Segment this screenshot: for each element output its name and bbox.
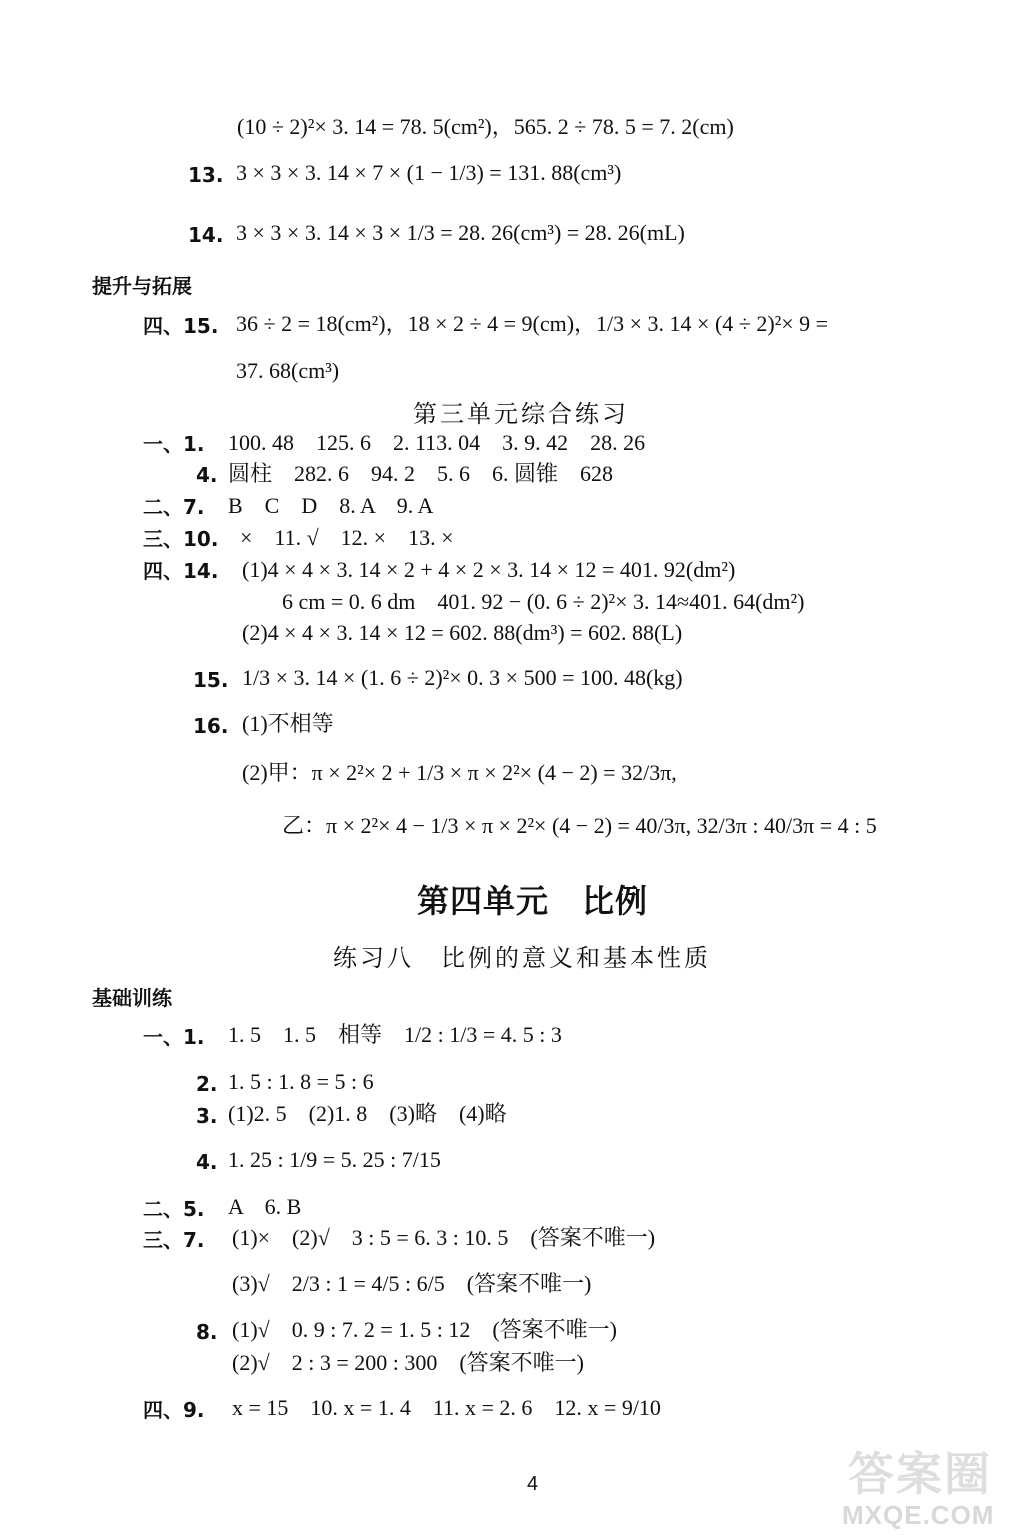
question-number: 四、15. xyxy=(143,314,219,338)
unit-title: 第四单元 比例 xyxy=(417,882,649,920)
answer-line: (1)4 × 4 × 3. 14 × 2 + 4 × 2 × 3. 14 × 12 = 401. 92(dm²) xyxy=(242,557,736,582)
watermark-url: MXQE.COM xyxy=(842,1500,995,1530)
answer-line: 1. 5 1. 5 相等 1/2 : 1/3 = 4. 5 : 3 xyxy=(228,1022,562,1047)
answer-line: 3 × 3 × 3. 14 × 7 × (1 − 1/3) = 131. 88(cm³) xyxy=(236,160,622,185)
question-number: 四、14. xyxy=(143,559,219,583)
question-number: 一、1. xyxy=(143,1025,205,1049)
answer-line: (1)2. 5 (2)1. 8 (3)略 (4)略 xyxy=(228,1101,507,1126)
answer-line: 6 cm = 0. 6 dm 401. 92 − (0. 6 ÷ 2)²× 3. 14≈401. 64(dm²) xyxy=(282,589,805,614)
question-number: 3. xyxy=(196,1104,218,1128)
answer-line: x = 15 10. x = 1. 4 11. x = 2. 6 12. x = 9/10 xyxy=(232,1395,661,1420)
question-number: 一、1. xyxy=(143,432,205,456)
answer-line: (3)√ 2/3 : 1 = 4/5 : 6/5 (答案不唯一) xyxy=(232,1271,592,1296)
answer-line: 37. 68(cm³) xyxy=(236,358,340,383)
page-number: 4 xyxy=(527,1473,539,1495)
answer-line: (2)甲：π × 2²× 2 + 1/3 × π × 2²× (4 − 2) = 32/3π, xyxy=(242,760,677,785)
answer-line: (1)不相等 xyxy=(242,711,334,736)
question-number: 三、10. xyxy=(143,527,219,551)
answer-line: 3 × 3 × 3. 14 × 3 × 1/3 = 28. 26(cm³) = 28. 26(mL) xyxy=(236,220,685,245)
question-number: 14. xyxy=(188,223,224,247)
answer-line: (1)× (2)√ 3 : 5 = 6. 3 : 10. 5 (答案不唯一) xyxy=(232,1225,656,1250)
question-number: 4. xyxy=(196,1150,218,1174)
answer-line: 36 ÷ 2 = 18(cm²)，18 × 2 ÷ 4 = 9(cm)，1/3 × 3. 14 × (4 ÷ 2)²× 9 = xyxy=(236,311,829,336)
answer-line: 1. 5 : 1. 8 = 5 : 6 xyxy=(228,1069,374,1094)
section-heading: 提升与拓展 xyxy=(92,274,192,298)
section-heading: 基础训练 xyxy=(92,986,172,1010)
answer-line: 圆柱 282. 6 94. 2 5. 6 6. 圆锥 628 xyxy=(228,461,614,486)
question-number: 8. xyxy=(196,1320,218,1344)
answer-line: B C D 8. A 9. A xyxy=(228,493,434,518)
question-number: 13. xyxy=(188,163,224,187)
answer-line: 1/3 × 3. 14 × (1. 6 ÷ 2)²× 0. 3 × 500 = 100. 48(kg) xyxy=(242,665,683,690)
question-number: 二、5. xyxy=(143,1197,205,1221)
answer-line: (10 ÷ 2)²× 3. 14 = 78. 5(cm²)，565. 2 ÷ 78. 5 = 7. 2(cm) xyxy=(237,114,734,139)
question-number: 16. xyxy=(193,714,229,738)
question-number: 4. xyxy=(196,463,218,487)
question-number: 三、7. xyxy=(143,1228,205,1252)
question-number: 四、9. xyxy=(143,1398,205,1422)
answer-line: (2)√ 2 : 3 = 200 : 300 (答案不唯一) xyxy=(232,1350,585,1375)
answer-line: × 11. √ 12. × 13. × xyxy=(240,525,454,550)
watermark-logo: 答案圈 xyxy=(848,1447,992,1501)
answer-line: (2)4 × 4 × 3. 14 × 12 = 602. 88(dm³) = 602. 88(L) xyxy=(242,620,683,645)
answer-line: 1. 25 : 1/9 = 5. 25 : 7/15 xyxy=(228,1147,441,1172)
unit-review-title: 第三单元综合练习 xyxy=(413,400,629,428)
answer-line: 乙：π × 2²× 4 − 1/3 × π × 2²× (4 − 2) = 40/3π, 32/3π : 40/3π = 4 : 5 xyxy=(282,813,877,838)
question-number: 二、7. xyxy=(143,495,205,519)
question-number: 2. xyxy=(196,1072,218,1096)
answer-line: 100. 48 125. 6 2. 113. 04 3. 9. 42 28. 26 xyxy=(228,430,646,455)
answer-line: (1)√ 0. 9 : 7. 2 = 1. 5 : 12 (答案不唯一) xyxy=(232,1317,618,1342)
answer-line: A 6. B xyxy=(228,1194,302,1219)
exercise-title: 练习八 比例的意义和基本性质 xyxy=(333,944,711,972)
question-number: 15. xyxy=(193,668,229,692)
